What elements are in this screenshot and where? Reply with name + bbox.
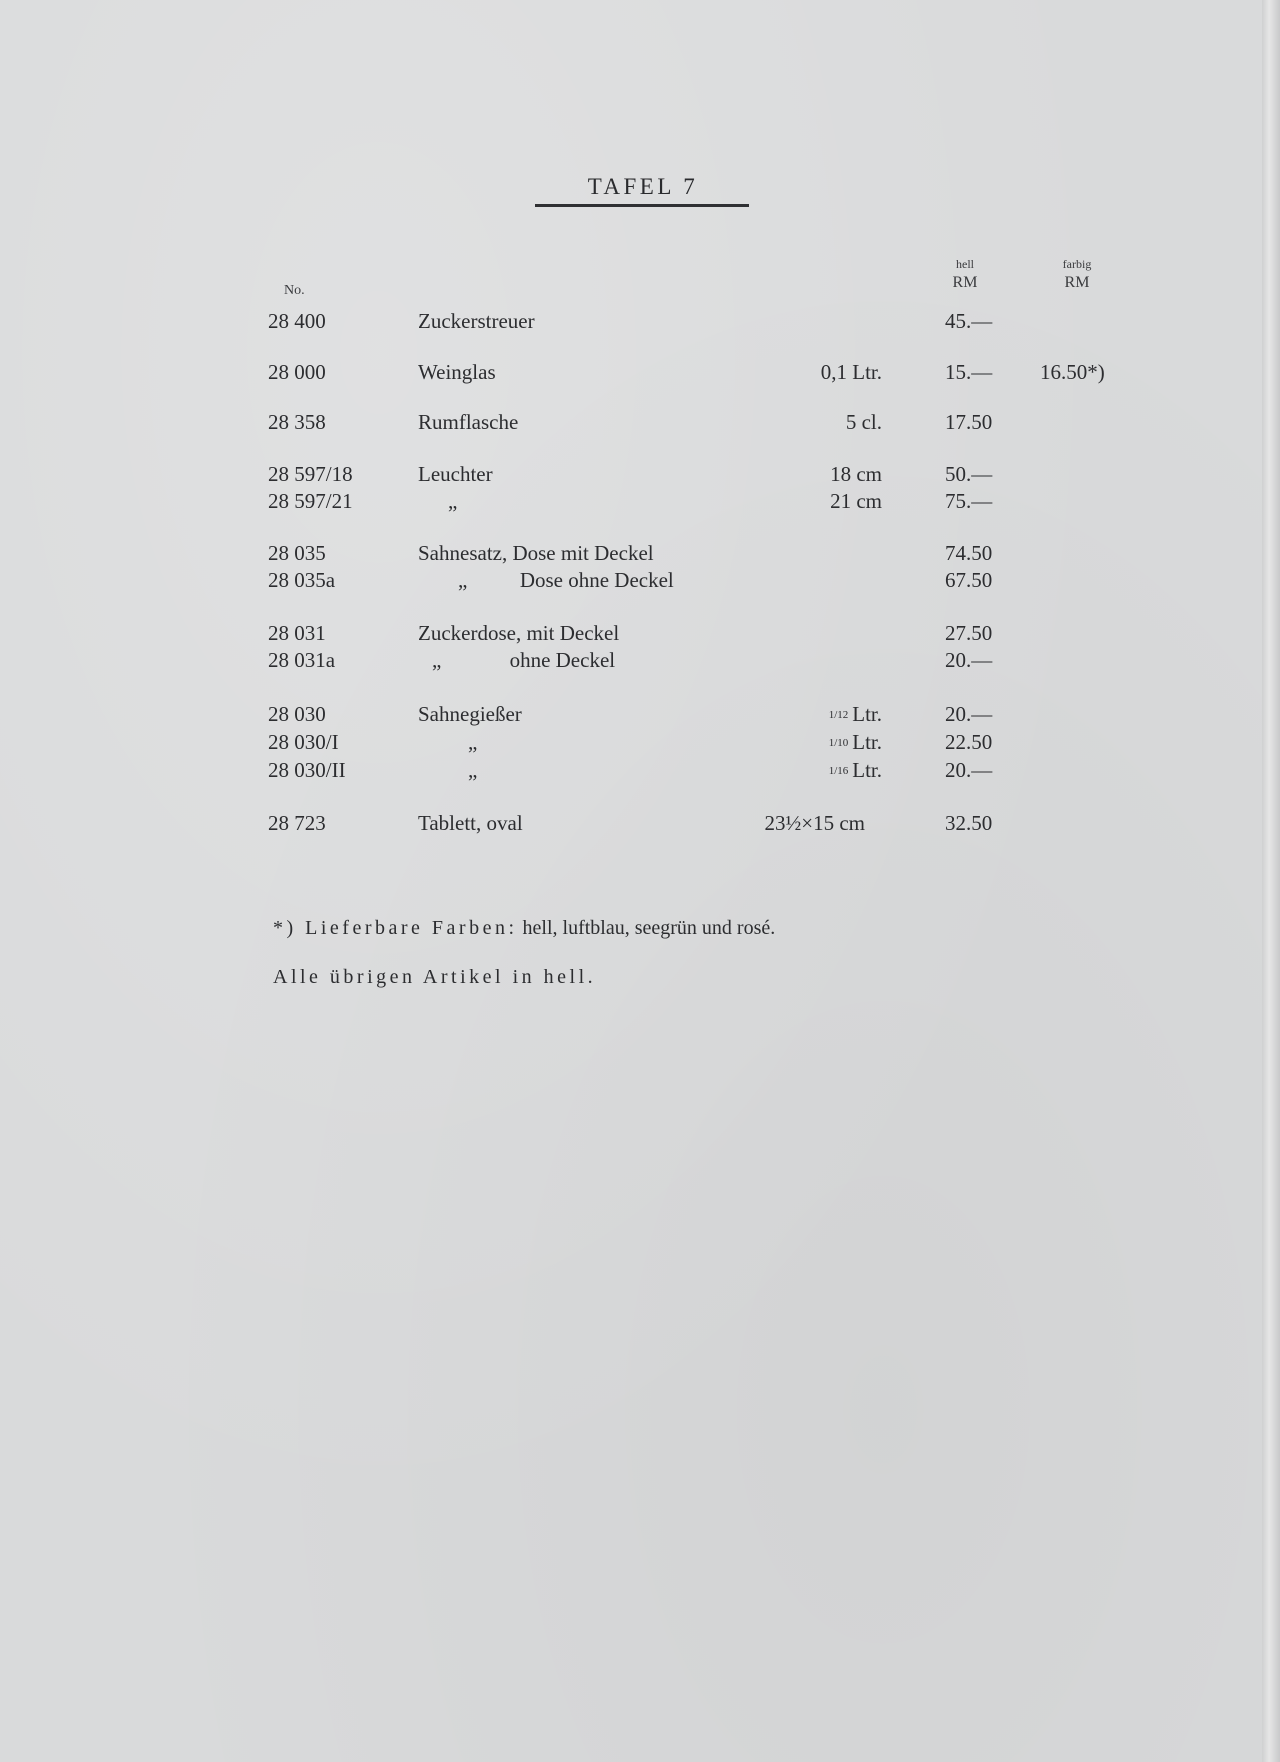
price-farbig: 16.50*) (1040, 360, 1105, 384)
price-hell: 20.— (945, 648, 993, 672)
table-row (0, 309, 1262, 337)
article-number: 28 030 (268, 702, 326, 726)
footnote-other-articles: Alle übrigen Artikel in hell. (273, 966, 597, 988)
article-number: 28 597/18 (268, 462, 353, 486)
article-name: Rumflasche (418, 410, 519, 434)
table-row (0, 410, 1262, 438)
article-number: 28 400 (268, 309, 326, 333)
footnote-colors (273, 917, 775, 940)
capacity-unit: Ltr. (852, 758, 882, 782)
capacity-fraction: 1/16 (828, 765, 849, 777)
table-row (0, 730, 1262, 758)
article-name: Zuckerdose, mit Deckel (418, 621, 620, 645)
table-row (0, 568, 1262, 596)
article-name: Sahnegießer (418, 702, 522, 726)
capacity-unit: Ltr. (852, 702, 882, 726)
article-number: 28 723 (268, 811, 326, 835)
price-hell: 67.50 (945, 568, 993, 592)
article-number: 28 358 (268, 410, 326, 434)
footnote-colors-label: *) Lieferbare Farben: (273, 917, 518, 939)
article-name: „ (468, 758, 478, 782)
table-row (0, 702, 1262, 730)
article-name: „ Dose ohne Deckel (458, 568, 674, 592)
price-hell: 32.50 (945, 811, 993, 835)
article-name: „ (448, 489, 458, 513)
article-capacity (829, 730, 882, 755)
price-hell: 20.— (945, 702, 993, 726)
price-hell: 22.50 (945, 730, 993, 754)
column-header-rm-hell: RM (952, 274, 978, 291)
table-row (0, 648, 1262, 676)
table-row (0, 489, 1262, 517)
column-header-farbig: farbig (1062, 257, 1092, 271)
article-name: „ (468, 730, 478, 754)
capacity-fraction: 1/10 (828, 737, 849, 749)
article-name: Sahnesatz, Dose mit Deckel (418, 541, 654, 565)
table-row (0, 758, 1262, 786)
article-number: 28 000 (268, 360, 326, 384)
capacity-fraction: 1/12 (828, 709, 849, 721)
article-number: 28 035 (268, 541, 326, 565)
price-hell: 27.50 (945, 621, 993, 645)
page-edge (1262, 0, 1280, 1762)
article-number: 28 031 (268, 621, 326, 645)
table-row (0, 462, 1262, 490)
price-hell: 20.— (945, 758, 993, 782)
article-name: Leuchter (418, 462, 493, 486)
price-hell: 74.50 (945, 541, 993, 565)
article-capacity: 23½×15 cm (764, 811, 865, 835)
article-capacity: 0,1 Ltr. (820, 360, 882, 384)
title-underline (535, 204, 749, 207)
table-row (0, 811, 1262, 839)
column-header-no: No. (284, 283, 305, 298)
article-number: 28 030/I (268, 730, 339, 754)
article-name: „ ohne Deckel (432, 648, 616, 672)
article-capacity (829, 758, 882, 783)
page-title: TAFEL 7 (587, 174, 699, 199)
article-capacity (829, 702, 882, 727)
table-row (0, 621, 1262, 649)
price-hell: 50.— (945, 462, 993, 486)
article-number: 28 597/21 (268, 489, 353, 513)
table-row (0, 541, 1262, 569)
footnote-colors-list: hell, luftblau, seegrün und rosé. (522, 917, 776, 939)
article-name: Zuckerstreuer (418, 309, 535, 333)
price-hell: 17.50 (945, 410, 993, 434)
price-hell: 75.— (945, 489, 993, 513)
article-number: 28 030/II (268, 758, 346, 782)
price-hell: 15.— (945, 360, 993, 384)
price-hell: 45.— (945, 309, 993, 333)
article-capacity: 5 cl. (845, 410, 882, 434)
article-capacity: 21 cm (830, 489, 882, 513)
capacity-unit: Ltr. (852, 730, 882, 754)
table-row (0, 360, 1262, 388)
article-number: 28 031a (268, 648, 336, 672)
article-name: Tablett, oval (418, 811, 523, 835)
column-header-rm-farbig: RM (1064, 274, 1090, 291)
article-name: Weinglas (418, 360, 496, 384)
article-number: 28 035a (268, 568, 336, 592)
column-header-hell: hell (956, 257, 974, 271)
article-capacity: 18 cm (830, 462, 882, 486)
